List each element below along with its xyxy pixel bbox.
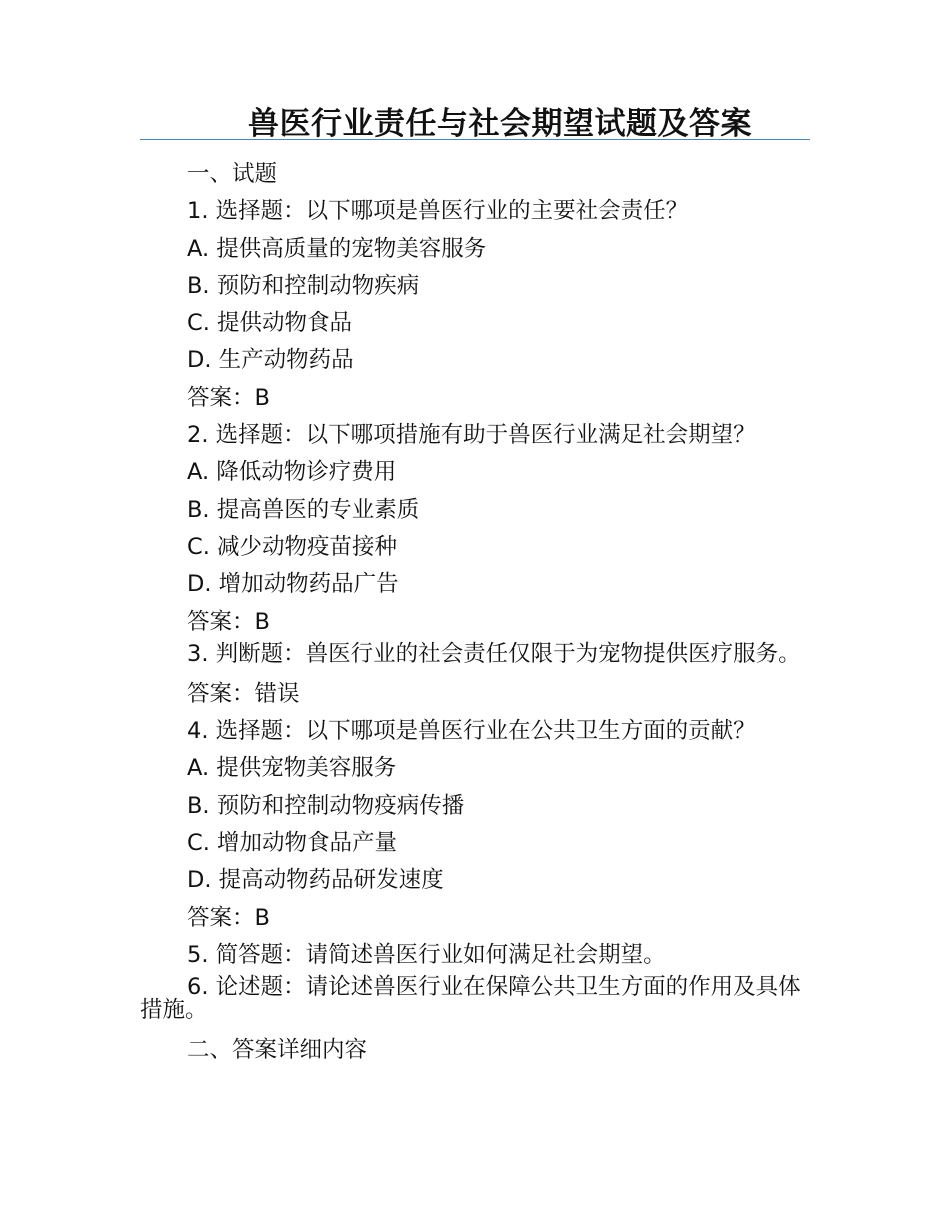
question-2-option-b: B. 提高兽医的专业素质: [187, 496, 420, 523]
document-title: 兽医行业责任与社会期望试题及答案: [248, 106, 752, 142]
question-1-stem: 1. 选择题：以下哪项是兽医行业的主要社会责任？: [187, 198, 689, 225]
document-body: [140, 156, 810, 1070]
question-2-option-c: C. 减少动物疫苗接种: [187, 533, 398, 560]
question-2-option-d: D. 增加动物药品广告: [187, 571, 399, 598]
question-6-stem: 6. 论述题：请论述兽医行业在保障公共卫生方面的作用及具体措施。: [140, 974, 801, 1024]
question-4-option-b: B. 预防和控制动物疫病传播: [187, 792, 465, 819]
question-3-answer: 答案：错误: [187, 680, 300, 707]
question-4-option-c: C. 增加动物食品产量: [187, 830, 398, 857]
question-1-option-b: B. 预防和控制动物疾病: [187, 272, 420, 299]
question-1-answer: 答案：B: [187, 384, 270, 411]
section-heading-questions: 一、试题: [187, 161, 278, 187]
question-1-option-a: A. 提供高质量的宠物美容服务: [187, 235, 487, 262]
question-2-answer: 答案：B: [187, 608, 270, 635]
question-4-option-a: A. 提供宠物美容服务: [187, 755, 397, 782]
title-underline: [140, 139, 810, 140]
question-3-stem: 3. 判断题：兽医行业的社会责任仅限于为宠物提供医疗服务。: [187, 640, 801, 667]
question-5-stem: 5. 简答题：请简述兽医行业如何满足社会期望。: [187, 941, 666, 968]
question-1-option-d: D. 生产动物药品: [187, 347, 354, 374]
section-heading-answers: 二、答案详细内容: [187, 1037, 368, 1064]
question-4-answer: 答案：B: [187, 904, 270, 931]
question-2-stem: 2. 选择题：以下哪项措施有助于兽医行业满足社会期望？: [187, 422, 756, 449]
question-2-option-a: A. 降低动物诊疗费用: [187, 459, 397, 486]
question-4-option-d: D. 提高动物药品研发速度: [187, 867, 444, 894]
question-1-option-c: C. 提供动物食品: [187, 310, 353, 337]
question-4-stem: 4. 选择题：以下哪项是兽医行业在公共卫生方面的贡献？: [187, 718, 756, 745]
